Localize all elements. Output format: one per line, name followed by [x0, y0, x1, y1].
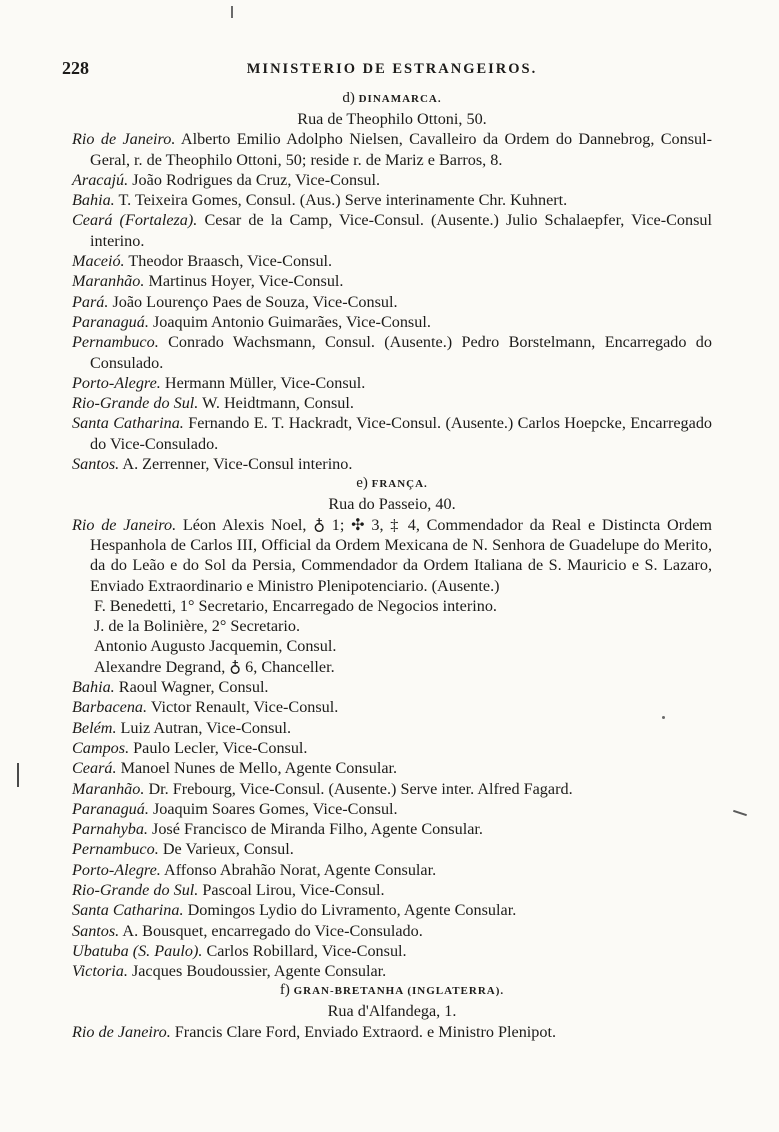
entry-text: W. Heidtmann, Consul.	[202, 394, 354, 413]
running-title: MINISTERIO DE ESTRANGEIROS.	[246, 61, 538, 77]
directory-entry	[72, 373, 712, 393]
entry-text: Theodor Braasch, Vice-Consul.	[128, 252, 333, 271]
entry-location: Maceió.	[72, 252, 125, 271]
directory-entry	[72, 210, 712, 251]
entry-location: Ceará.	[72, 759, 117, 778]
entry-text: De Varieux, Consul.	[162, 840, 294, 859]
directory-entry	[72, 413, 712, 454]
directory-entry	[72, 799, 712, 819]
entry-location: Porto-Alegre.	[72, 860, 161, 879]
entry-location: Maranhão.	[72, 272, 145, 291]
entry-location: Belém.	[72, 718, 117, 737]
entry-location: Campos.	[72, 738, 130, 757]
entry-location: Pernambuco.	[72, 840, 159, 859]
directory-entry	[72, 596, 712, 616]
section-letter: e)	[356, 475, 368, 492]
entry-text: Domingos Lydio do Livramento, Agente Consular.	[187, 901, 517, 920]
section-heading	[72, 89, 712, 109]
entry-text: Affonso Abrahão Norat, Agente Consular.	[164, 860, 437, 879]
entry-location: Aracajú.	[72, 170, 129, 189]
directory-entry	[72, 129, 712, 170]
entry-text: Léon Alexis Noel, ♁ 1; ✣ 3, ‡ 4, Commendador da Real e Distincta Ordem Hespanhola de Carlos III, Official da Ordem Mexicana de N. Senhora de Guadelupe do Merito, da do Leão e do Sol da Persia, Commendador da Ordem Italiana de S. Mauricio e S. Lazaro, Enviado Extraordinario e Ministro Plenipotenciario. (Ausente.)	[90, 515, 713, 595]
directory-entry	[72, 190, 712, 210]
section-country: FRANÇA.	[371, 478, 428, 491]
entry-text: Alberto Emilio Adolpho Nielsen, Cavalleiro da Ordem do Dannebrog, Consul-Geral, r. de Theophilo Ottoni, 50; reside r. de Mariz e Barros, 8.	[90, 130, 713, 169]
section-letter: d)	[342, 90, 355, 106]
directory-entry	[72, 779, 712, 799]
entry-text: Carlos Robillard, Vice-Consul.	[206, 941, 407, 960]
entry-location: Rio de Janeiro.	[72, 1022, 171, 1041]
scan-mark	[231, 6, 233, 18]
scan-mark	[733, 810, 747, 816]
directory-entry	[72, 880, 712, 900]
entry-text: Pascoal Lirou, Vice-Consul.	[202, 880, 385, 899]
section-letter: f)	[279, 982, 290, 999]
entry-text: Joaquim Antonio Guimarães, Vice-Consul.	[152, 312, 431, 331]
entry-text: Dr. Frebourg, Vice-Consul. (Ausente.) Serve inter. Alfred Fagard.	[148, 779, 573, 798]
entry-text: F. Benedetti, 1° Secretario, Encarregado de Negocios interino.	[94, 596, 497, 615]
directory-entry	[72, 758, 712, 778]
entry-text: Conrado Wachsmann, Consul. (Ausente.) Pedro Borstelmann, Encarregado do Consulado.	[90, 333, 712, 372]
entry-text: Paulo Lecler, Vice-Consul.	[133, 738, 308, 757]
entry-text: Jacques Boudoussier, Agente Consular.	[131, 962, 387, 981]
page-header	[62, 56, 722, 82]
directory-entry	[72, 271, 712, 291]
section-country: GRAN-BRETANHA (INGLATERRA).	[293, 985, 505, 998]
entry-text: Francis Clare Ford, Enviado Extraord. e Ministro Plenipot.	[174, 1022, 557, 1041]
entry-location: Santos.	[72, 921, 120, 940]
section-address: Rua do Passeio, 40.	[328, 495, 456, 514]
entry-text: Alexandre Degrand, ♁ 6, Chanceller.	[94, 657, 335, 676]
entry-location: Ceará (Fortaleza).	[72, 211, 198, 230]
directory-entry	[72, 697, 712, 717]
directory-entry	[72, 718, 712, 738]
entry-location: Rio-Grande do Sul.	[72, 880, 199, 899]
entry-text: Cesar de la Camp, Vice-Consul. (Ausente.) Julio Schalaepfer, Vice-Consul interino.	[90, 211, 712, 250]
directory-entry	[72, 860, 712, 880]
entry-text: J. de la Bolinière, 2° Secretario.	[94, 617, 301, 636]
entry-location: Porto-Alegre.	[72, 373, 161, 392]
section-heading	[72, 474, 712, 494]
section-address: Rua de Theophilo Ottoni, 50.	[297, 110, 487, 128]
directory-entry	[72, 251, 712, 271]
section-heading	[72, 981, 712, 1001]
section-address: Rua d'Alfandega, 1.	[327, 1002, 457, 1021]
directory-entry	[72, 1022, 712, 1042]
entry-text: Luiz Autran, Vice-Consul.	[120, 718, 292, 737]
directory-entry	[72, 657, 712, 677]
directory-entry	[72, 393, 712, 413]
entry-text: Fernando E. T. Hackradt, Vice-Consul. (Ausente.) Carlos Hoepcke, Encarregado do Vice-Consulado.	[90, 414, 713, 453]
section-country: DINAMARCA.	[358, 93, 442, 105]
entry-location: Barbacena.	[72, 698, 148, 717]
directory-entry	[72, 819, 712, 839]
entry-location: Rio de Janeiro.	[72, 515, 177, 534]
scan-mark	[17, 763, 19, 787]
directory-entry	[72, 454, 712, 474]
directory-entry	[72, 839, 712, 859]
directory-entry	[72, 170, 712, 190]
entry-location: Paranaguá.	[72, 799, 149, 818]
entry-location: Victoria.	[72, 962, 128, 981]
directory-entry	[72, 738, 712, 758]
entry-text: José Francisco de Miranda Filho, Agente Consular.	[152, 820, 483, 839]
directory-entry	[72, 292, 712, 312]
entry-text: Hermann Müller, Vice-Consul.	[164, 373, 366, 392]
entry-location: Pernambuco.	[72, 333, 159, 352]
entry-location: Santa Catharina.	[72, 414, 184, 433]
entry-text: João Rodrigues da Cruz, Vice-Consul.	[132, 170, 381, 189]
entry-location: Paranaguá.	[72, 312, 149, 331]
entry-location: Santos.	[72, 455, 120, 474]
entry-location: Pará.	[72, 292, 109, 311]
page-number: 228	[62, 58, 89, 78]
directory-content	[72, 89, 712, 1042]
entry-location: Rio de Janeiro.	[72, 130, 176, 149]
entry-text: Raoul Wagner, Consul.	[118, 678, 269, 697]
entry-text: Victor Renault, Vice-Consul.	[150, 698, 339, 717]
directory-entry	[72, 900, 712, 920]
directory-entry	[72, 961, 712, 981]
entry-text: T. Teixeira Gomes, Consul. (Aus.) Serve interinamente Chr. Kuhnert.	[118, 191, 568, 210]
entry-text: Martinus Hoyer, Vice-Consul.	[148, 272, 344, 291]
directory-entry	[72, 332, 712, 373]
directory-entry	[72, 515, 712, 596]
entry-location: Maranhão.	[72, 779, 145, 798]
entry-location: Rio-Grande do Sul.	[72, 394, 199, 413]
entry-text: A. Bousquet, encarregado do Vice-Consulado.	[122, 921, 423, 940]
entry-location: Bahia.	[72, 191, 115, 210]
directory-entry	[72, 941, 712, 961]
entry-text: João Lourenço Paes de Souza, Vice-Consul.	[112, 292, 398, 311]
entry-location: Santa Catharina.	[72, 901, 184, 920]
directory-entry	[72, 677, 712, 697]
entry-location: Parnahyba.	[72, 820, 148, 839]
directory-entry	[72, 921, 712, 941]
entry-location: Bahia.	[72, 678, 115, 697]
entry-text: Joaquim Soares Gomes, Vice-Consul.	[152, 799, 398, 818]
directory-entry	[72, 312, 712, 332]
directory-entry	[72, 616, 712, 636]
entry-text: Manoel Nunes de Mello, Agente Consular.	[120, 759, 398, 778]
entry-text: A. Zerrenner, Vice-Consul interino.	[122, 455, 353, 474]
directory-entry	[72, 636, 712, 656]
entry-location: Ubatuba (S. Paulo).	[72, 941, 203, 960]
entry-text: Antonio Augusto Jacquemin, Consul.	[94, 637, 337, 656]
